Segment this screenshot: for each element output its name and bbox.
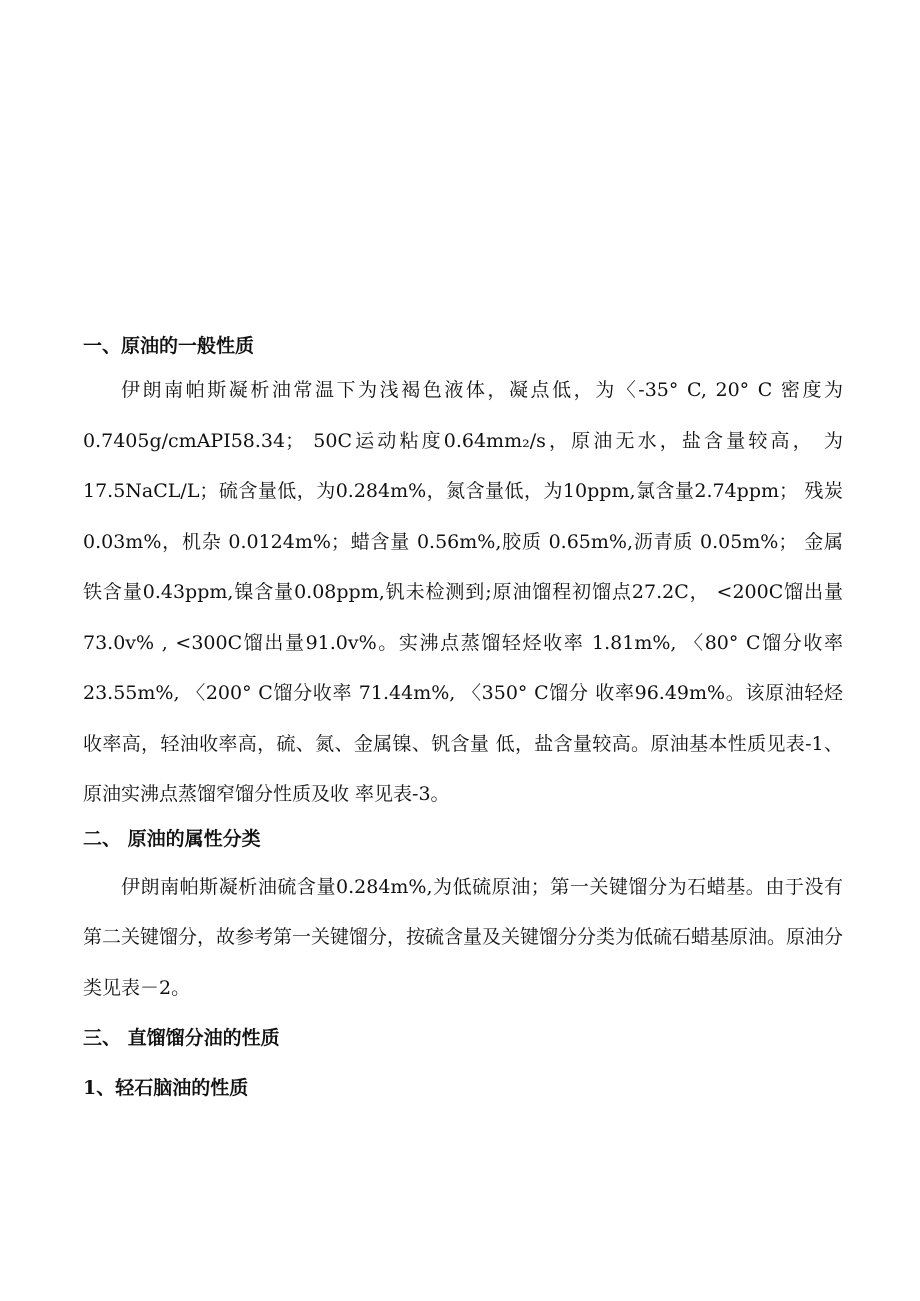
paragraph-classification: 伊朗南帕斯凝析油硫含量0.284m%,为低硫原油；第一关键馏分为石蜡基。由于没有第二关键馏分，故参考第一关键馏分，按硫含量及关键馏分分类为低硫石蜡基原油。原油分类见表－2。 [83, 875, 844, 999]
section-heading-straight-run-fractions: 三、 直馏馏分油的性质 [83, 1027, 280, 1049]
paragraph-general-properties: 伊朗南帕斯凝析油常温下为浅褐色液体，凝点低，为〈-35° C, 20° C 密度为 0.7405g/cmAPI58.34； 50C运动粘度0.64mm₂/s，原油无水，盐含量较高， 为17.5NaCL/L；硫含量低，为0.284m%，氮含量低，为10ppm,氯含量2.74ppm； 残炭 0.03m%，机杂 0.0124m%；蜡含量 0.56m%,胶质 0.65m%,沥青质 0.05m%； 金属铁含量0.43ppm,镍含量0.08ppm,钒未检测到;原油馏程初馏点27.2C， <200C馏出量73.0v% , <300C馏出量91.0v%。实沸点蒸馏轻烃收率 1.81m%, 〈80° C馏分收率 23.55m%, 〈200° C馏分收率 71.44m%, 〈350° C馏分 收率96.49m%。该原油轻烃收率高，轻油收率高，硫、氮、金属镍、钒含量 低，盐含量较高。原油基本性质见表-1、原油实沸点蒸馏窄馏分性质及收 率见表-3。 [83, 379, 843, 805]
section-heading-general-properties: 一、原油的一般性质 [83, 335, 255, 357]
section-heading-light-naphtha: 1、轻石脑油的性质 [83, 1077, 249, 1099]
document-page [83, 327, 843, 1107]
section-heading-classification: 二、 原油的属性分类 [83, 827, 261, 850]
